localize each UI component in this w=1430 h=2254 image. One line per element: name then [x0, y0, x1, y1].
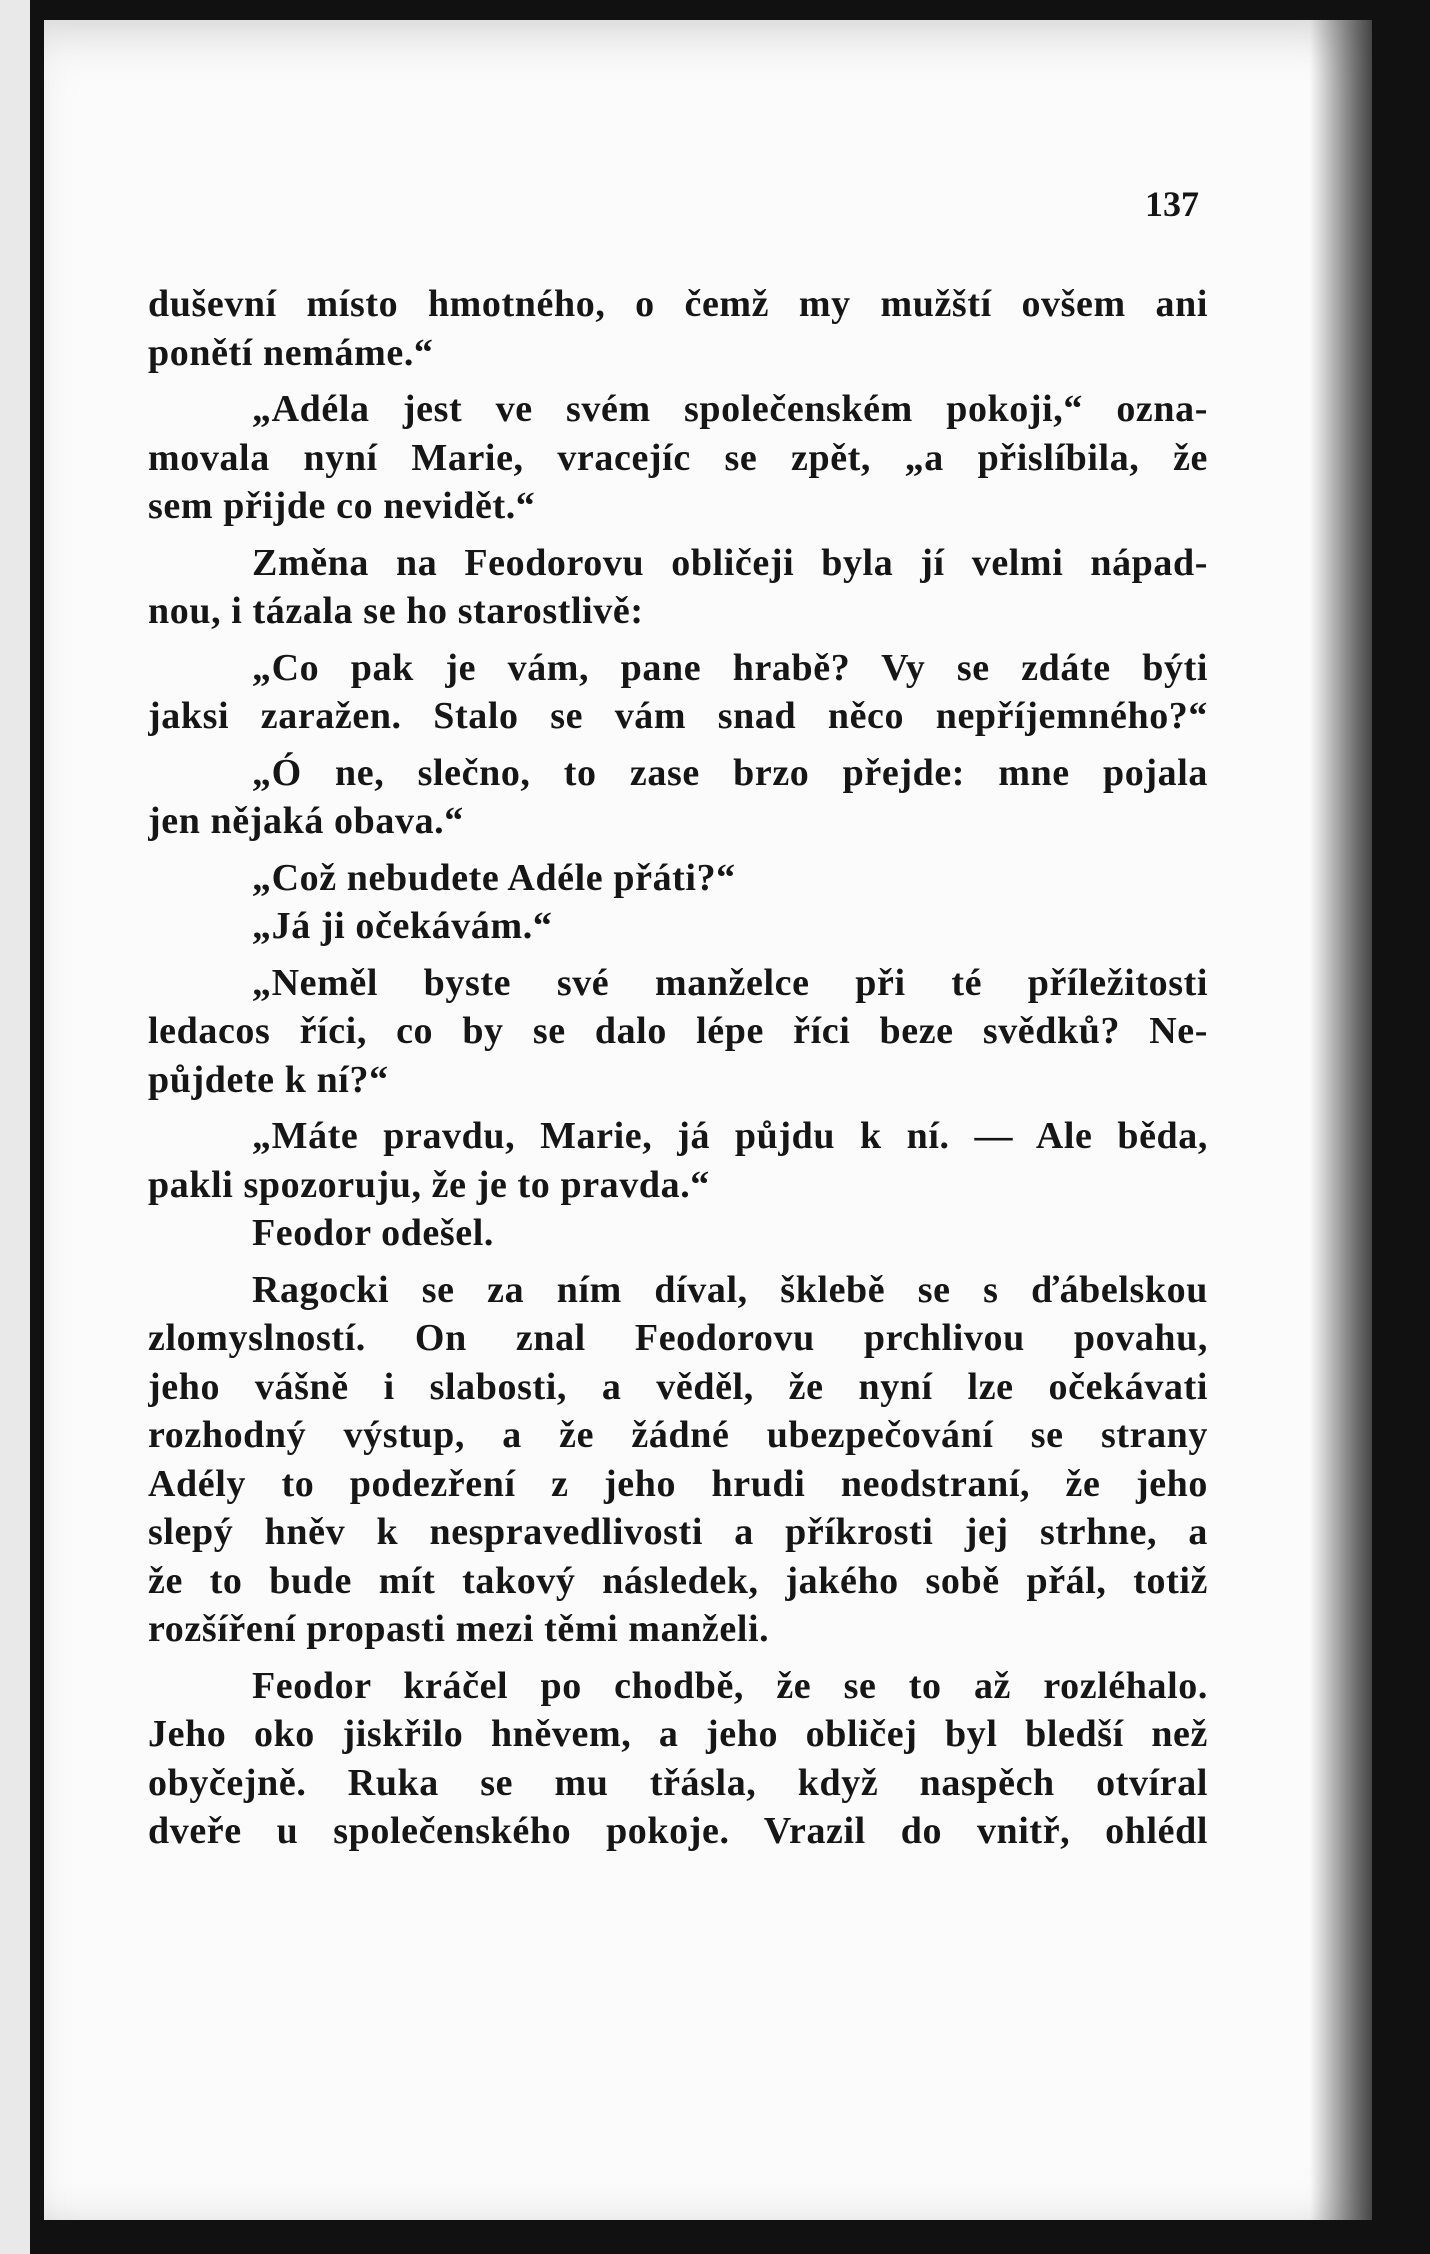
text-line: ponětí nemáme.“ — [148, 331, 434, 374]
text-line: Adély to podezření z jeho hrudi neodstraní, že jeho — [148, 1462, 1208, 1505]
text-line: půjdete k ní?“ — [148, 1058, 389, 1101]
text-line: „Já ji očekávám.“ — [252, 905, 553, 947]
body-text — [148, 280, 1208, 1856]
text-line: jeho vášně i slabosti, a věděl, že nyní lze očekávati — [148, 1365, 1208, 1408]
page-number: 137 — [1145, 184, 1199, 224]
text-line: že to bude mít takový následek, jakého sobě přál, totiž — [148, 1559, 1208, 1602]
text-line: Ragocki se za ním díval, šklebě se s ďábelskou — [252, 1268, 1208, 1311]
text-line: dveře u společenského pokoje. Vrazil do vnitř, ohlédl — [148, 1810, 1208, 1852]
text-line: slepý hněv k nespravedlivosti a příkrosti jej strhne, a — [148, 1511, 1208, 1553]
text-line: duševní místo hmotného, o čemž my mužští ovšem ani — [148, 283, 1208, 325]
text-line: „Neměl byste své manželce při té příležitosti — [252, 961, 1208, 1004]
text-line: pakli spozoruju, že je to pravda.“ — [148, 1163, 710, 1206]
text-line: „Ó ne, slečno, to zase brzo přejde: mne pojala — [252, 751, 1208, 794]
left-page-edge — [0, 0, 30, 2254]
text-line: Jeho oko jiskřilo hněvem, a jeho obličej byl bledší než — [148, 1713, 1208, 1755]
text-line: rozšíření propasti mezi těmi manželi. — [148, 1608, 770, 1650]
text-line: rozhodný výstup, a že žádné ubezpečování se strany — [148, 1414, 1208, 1456]
text-line: „Což nebudete Adéle přáti?“ — [252, 856, 736, 899]
text-line: nou, i tázala se ho starostlivě: — [148, 590, 644, 632]
text-line: Feodor kráčel po chodbě, že se to až rozléhalo. — [252, 1664, 1208, 1707]
text-line: „Máte pravdu, Marie, já půjdu k ní. — Ale běda, — [252, 1115, 1208, 1157]
text-line: ledacos říci, co by se dalo lépe říci beze svědků? Ne- — [148, 1010, 1208, 1052]
text-line: Změna na Feodorovu obličeji byla jí velmi nápad- — [252, 541, 1208, 584]
text-line: sem přijde co nevidět.“ — [148, 485, 536, 527]
text-line: „Adéla jest ve svém společenském pokoji,“ ozna- — [252, 388, 1208, 430]
text-line: obyčejně. Ruka se mu třásla, když naspěch otvíral — [148, 1761, 1208, 1804]
text-line: „Co pak je vám, pane hrabě? Vy se zdáte býti — [252, 646, 1208, 689]
text-line: jen nějaká obava.“ — [148, 800, 464, 842]
text-line: movala nyní Marie, vracejíc se zpět, „a přislíbila, že — [148, 436, 1208, 479]
text-line: Feodor odešel. — [252, 1212, 495, 1254]
text-line: zlomyslností. On znal Feodorovu prchlivou povahu, — [148, 1317, 1208, 1359]
text-line: jaksi zaražen. Stalo se vám snad něco nepříjemného?“ — [148, 695, 1208, 737]
